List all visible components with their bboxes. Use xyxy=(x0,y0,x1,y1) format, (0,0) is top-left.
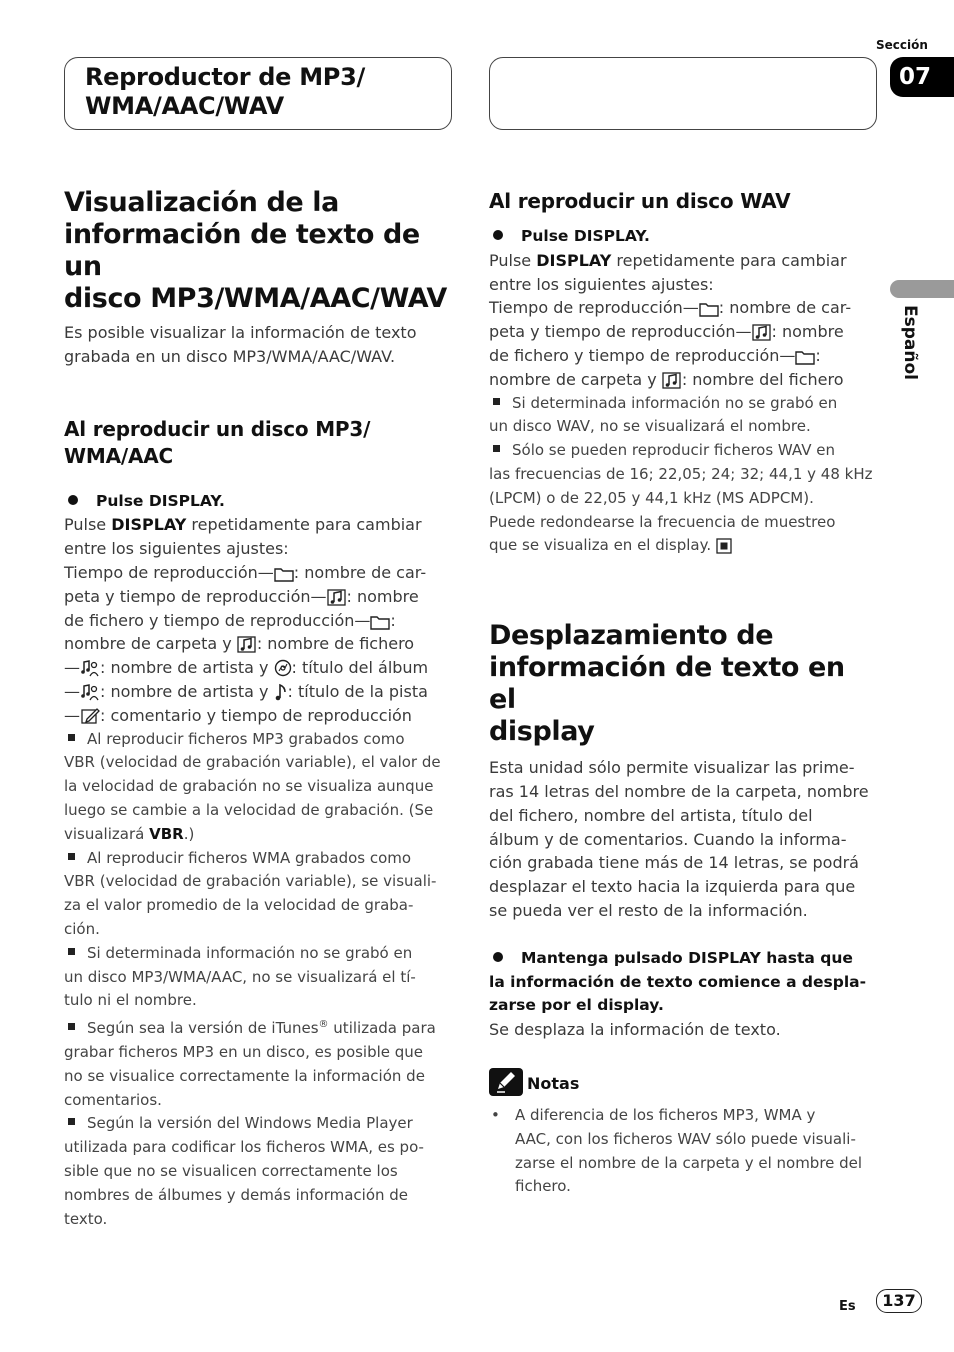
folder-icon xyxy=(370,614,390,630)
text-run: repetidamente para cambiar xyxy=(186,515,422,535)
text-line: zarse por el display. xyxy=(489,996,664,1015)
text-run: Al reproducir ficheros WMA grabados como xyxy=(87,848,412,867)
text-run: Pulse xyxy=(64,515,112,535)
text-line: ción grabada tiene más de 14 letras, se podrá xyxy=(489,853,859,873)
notes-header xyxy=(489,1068,879,1098)
note-item xyxy=(489,439,879,558)
text-line: sible que no se visualicen correctamente los xyxy=(64,1161,398,1180)
text-line: nombres de álbumes y demás información de xyxy=(64,1185,409,1204)
note-item xyxy=(489,392,879,440)
text-run: repetidamente para cambiar xyxy=(611,250,847,270)
square-bullet-icon xyxy=(68,1118,75,1125)
text-run: : nombre xyxy=(771,322,844,342)
music-note-icon xyxy=(274,683,288,701)
step-text: Pulse DISPLAY. xyxy=(96,491,225,510)
text-run: nombre de carpeta y xyxy=(489,369,662,389)
text-run-bold: DISPLAY xyxy=(536,250,612,270)
title-line: disco MP3/WMA/AAC/WAV xyxy=(64,283,447,314)
text-run: de fichero y tiempo de reproducción— xyxy=(489,345,796,365)
header-empty-box xyxy=(489,57,877,130)
step-bullet-icon xyxy=(493,230,503,240)
folder-icon xyxy=(795,349,815,365)
step-bullet-icon xyxy=(493,952,503,962)
text-run: : nombre xyxy=(346,586,419,606)
text-run: Si determinada información no se grabó en xyxy=(512,393,838,412)
title-line: información de texto en el xyxy=(489,652,845,716)
text-line: álbum y de comentarios. Cuando la informa- xyxy=(489,829,847,849)
notes-pencil-icon xyxy=(489,1068,523,1096)
text-line: za el valor promedio de la velocidad de graba- xyxy=(64,896,414,915)
text-run: : nombre de car- xyxy=(718,298,852,318)
text-run: peta y tiempo de reproducción— xyxy=(489,322,752,342)
text-run: peta y tiempo de reproducción— xyxy=(64,586,327,606)
footer-language-code: Es xyxy=(839,1299,856,1314)
header-title xyxy=(85,63,365,121)
note-item xyxy=(64,1112,454,1231)
section-title xyxy=(489,620,879,748)
text-line: un disco MP3/WMA/AAC, no se visualizará el tí- xyxy=(64,967,416,986)
square-bullet-icon xyxy=(68,734,75,741)
header-title-line: Reproductor de MP3/ xyxy=(85,63,365,91)
square-bullet-icon xyxy=(493,445,500,452)
text-line: desplazar el texto hacia la izquierda para que xyxy=(489,877,856,897)
intro-paragraph xyxy=(489,756,879,923)
comment-edit-icon xyxy=(80,707,100,725)
note-item xyxy=(489,1104,879,1199)
text-run: : nombre del fichero xyxy=(681,369,844,389)
text-run: — xyxy=(64,681,80,701)
text-run: nombre de carpeta y xyxy=(64,634,237,654)
text-run: — xyxy=(64,658,80,678)
notes-list xyxy=(64,728,454,1232)
text-line: zarse el nombre de la carpeta y el nombre del xyxy=(515,1153,863,1172)
step-description xyxy=(64,513,454,727)
subsection-title: Al reproducir un disco WAV xyxy=(489,189,791,213)
subtitle-line: Al reproducir un disco MP3/ xyxy=(64,416,371,441)
title-line: información de texto de un xyxy=(64,219,420,282)
end-mark-icon xyxy=(716,538,732,554)
text-line: A diferencia de los ficheros MP3, WMA y xyxy=(515,1105,816,1124)
text-line: Es posible visualizar la información de texto xyxy=(64,323,417,342)
square-bullet-icon xyxy=(68,948,75,955)
text-line: VBR (velocidad de grabación variable), el valor de xyxy=(64,753,441,772)
folder-icon xyxy=(699,301,719,317)
language-label: Español xyxy=(900,305,920,380)
text-line: utilizada para codificar los ficheros WMA, es po- xyxy=(64,1138,424,1157)
subsection-title xyxy=(64,416,454,470)
text-run: que se visualiza en el display. xyxy=(489,536,712,555)
note-item xyxy=(64,942,454,1013)
text-run: : nombre de fichero xyxy=(256,634,415,654)
music-file-icon xyxy=(662,371,682,389)
artist-icon xyxy=(80,683,100,701)
text-run: Si determinada información no se grabó en xyxy=(87,943,413,962)
text-line: ción. xyxy=(64,919,100,938)
header-title-box xyxy=(64,57,452,130)
text-run: utilizada para xyxy=(328,1019,436,1038)
text-run: : nombre de artista y xyxy=(100,681,274,701)
right-column xyxy=(489,188,879,1199)
text-line: Esta unidad sólo permite visualizar las prime- xyxy=(489,758,855,778)
text-run: de fichero y tiempo de reproducción— xyxy=(64,610,371,630)
text-run: Pulse xyxy=(489,250,537,270)
music-file-icon xyxy=(237,635,257,653)
left-column xyxy=(64,187,454,1231)
text-run: Según la versión del Windows Media Player xyxy=(87,1114,413,1133)
text-line: un disco WAV, no se visualizará el nombre. xyxy=(489,417,811,436)
text-line: grabada en un disco MP3/WMA/AAC/WAV. xyxy=(64,346,396,366)
title-line: Visualización de la xyxy=(64,187,339,218)
header-title-line: WMA/AAC/WAV xyxy=(85,92,284,120)
text-line: se pueda ver el resto de la información. xyxy=(489,900,808,920)
language-tab-bar xyxy=(890,280,954,298)
text-line: comentarios. xyxy=(64,1090,162,1109)
text-line: texto. xyxy=(64,1209,108,1228)
step-text: Pulse DISPLAY. xyxy=(521,227,650,245)
text-line: ras 14 letras del nombre de la carpeta, nombre xyxy=(489,781,869,801)
square-bullet-icon xyxy=(68,853,75,860)
text-run-bold: DISPLAY xyxy=(111,515,187,535)
text-run: Tiempo de reproducción— xyxy=(489,298,699,318)
text-line: las frecuencias de 16; 22,05; 24; 32; 44,1 y 48 kHz xyxy=(489,464,873,483)
folder-icon xyxy=(274,566,294,582)
square-bullet-icon xyxy=(68,1023,75,1030)
text-run: Tiempo de reproducción— xyxy=(64,562,274,582)
text-run: Al reproducir ficheros MP3 grabados como xyxy=(87,729,405,748)
registered-mark: ® xyxy=(318,1019,329,1031)
note-item xyxy=(64,1013,454,1112)
text-run: : xyxy=(390,610,396,630)
notes-list xyxy=(489,392,879,559)
text-line: fichero. xyxy=(515,1177,571,1196)
text-line: VBR (velocidad de grabación variable), se visuali- xyxy=(64,872,437,891)
square-bullet-icon xyxy=(493,398,500,405)
intro-paragraph xyxy=(64,321,454,369)
text-run: Según sea la versión de iTunes xyxy=(87,1019,319,1038)
step-hold-display xyxy=(489,947,879,1018)
bullet-dot-icon: • xyxy=(491,1105,500,1124)
text-run: : comentario y tiempo de reproducción xyxy=(100,705,412,725)
title-line: display xyxy=(489,716,595,748)
notes-list xyxy=(489,1104,879,1199)
text-run-bold: VBR xyxy=(149,824,184,843)
page-number: 137 xyxy=(876,1289,922,1313)
music-file-icon xyxy=(752,323,772,341)
note-item xyxy=(64,847,454,942)
seccion-label: Sección xyxy=(876,38,928,52)
text-line: del fichero, nombre del artista, título del xyxy=(489,805,813,825)
text-line: la velocidad de grabación no se visualiza aunque xyxy=(64,777,434,796)
text-run: — xyxy=(64,705,80,725)
text-line: AAC, con los ficheros WAV sólo puede visuali- xyxy=(515,1129,856,1148)
section-title xyxy=(64,187,454,315)
step-result: Se desplaza la información de texto. xyxy=(489,1020,781,1040)
title-line: Desplazamiento de xyxy=(489,620,774,652)
text-line: tulo ni el nombre. xyxy=(64,991,197,1010)
text-run: Mantenga pulsado DISPLAY hasta que xyxy=(521,948,853,967)
seccion-number: 07 xyxy=(890,57,954,97)
step-pulse-display xyxy=(64,490,454,514)
subtitle-line: WMA/AAC xyxy=(64,443,173,468)
text-line: luego se cambie a la velocidad de grabación. (Se xyxy=(64,800,434,819)
text-run: : nombre de artista y xyxy=(100,658,274,678)
text-run: .) xyxy=(183,824,195,843)
step-description xyxy=(489,249,879,392)
text-line: la información de texto comience a despla- xyxy=(489,972,867,991)
text-line: no se visualice correctamente la información de xyxy=(64,1066,425,1085)
text-line: entre los siguientes ajustes: xyxy=(489,274,714,294)
text-line: Puede redondearse la frecuencia de muestreo xyxy=(489,512,836,531)
step-pulse-display xyxy=(489,225,879,249)
text-run: visualizará xyxy=(64,824,150,843)
text-run: : nombre de car- xyxy=(293,562,427,582)
text-run: : título de la pista xyxy=(287,681,428,701)
artist-icon xyxy=(80,659,100,677)
step-bullet-icon xyxy=(68,495,78,505)
note-item xyxy=(64,728,454,847)
album-disc-icon xyxy=(274,659,292,677)
notes-label: Notas xyxy=(527,1073,580,1093)
text-line: grabar ficheros MP3 en un disco, es posible que xyxy=(64,1042,424,1061)
music-file-icon xyxy=(327,588,347,606)
text-run: : título del álbum xyxy=(291,658,429,678)
text-line: entre los siguientes ajustes: xyxy=(64,539,289,559)
text-run: Sólo se pueden reproducir ficheros WAV en xyxy=(512,441,835,460)
text-run: : xyxy=(815,345,821,365)
text-line: (LPCM) o de 22,05 y 44,1 kHz (MS ADPCM). xyxy=(489,488,814,507)
